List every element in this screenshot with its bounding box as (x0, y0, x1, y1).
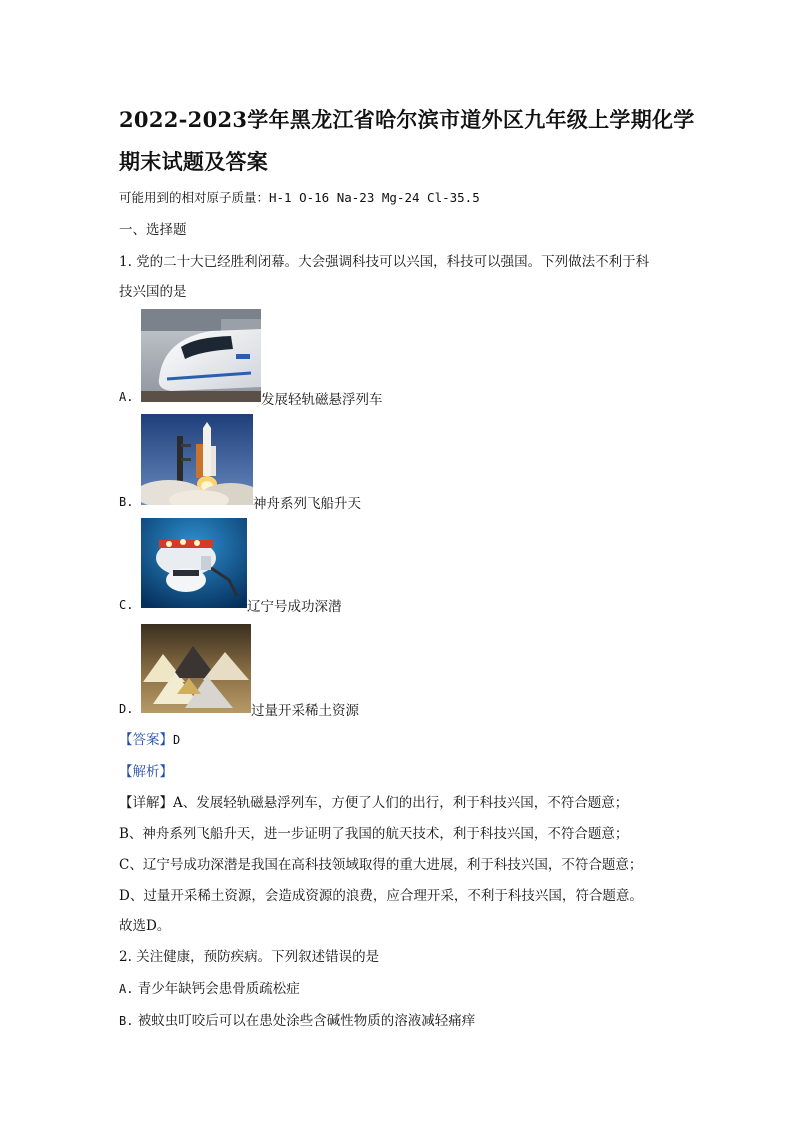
option-b-text: 神舟系列飞船升天 (253, 496, 361, 512)
option-a-letter: A. (119, 390, 134, 404)
analysis-tag: 【解析】 (119, 764, 173, 780)
detail-text-a: A、发展轻轨磁悬浮列车，方便了人们的出行，利于科技兴国，不符合题意； (173, 795, 629, 811)
detail-line-c: C、辽宁号成功深潜是我国在高科技领域取得的重大进展，利于科技兴国，不符合题意； (119, 857, 643, 873)
question-1-stem-line-2: 技兴国的是 (119, 284, 187, 300)
detail-line-a (119, 791, 628, 811)
question-2-option-a (119, 977, 300, 997)
option-c-text: 辽宁号成功深潜 (247, 599, 342, 615)
rocket-launch-photo (141, 414, 253, 505)
q2-option-b-letter: B. (119, 1014, 134, 1028)
answer-line (119, 728, 180, 748)
detail-tag: 【详解】 (119, 795, 173, 811)
option-b-letter: B. (119, 495, 134, 509)
detail-line-d: D、过量开采稀土资源，会造成资源的浪费，应合理开采，不利于科技兴国，符合题意。 (119, 888, 643, 904)
deep-sea-submersible-photo (141, 518, 247, 608)
document-title-line-2: 期末试题及答案 (119, 149, 269, 174)
question-1-stem-line-1: 1. 党的二十大已经胜利闭幕。大会强调科技可以兴国，科技可以强国。下列做法不利于科 (119, 254, 650, 270)
answer-value: D (173, 733, 181, 747)
conclusion-line: 故选D。 (119, 918, 171, 934)
option-d-letter: D. (119, 702, 134, 716)
answer-tag: 【答案】 (119, 732, 173, 748)
option-d-text: 过量开采稀土资源 (251, 703, 359, 719)
document-title-line-1: 2022-2023学年黑龙江省哈尔滨市道外区九年级上学期化学 (119, 107, 695, 132)
q2-option-a-text: 青少年缺钙会患骨质疏松症 (137, 981, 300, 997)
q2-option-a-letter: A. (119, 982, 134, 996)
section-heading: 一、选择题 (119, 222, 187, 238)
option-a-text: 发展轻轨磁悬浮列车 (261, 392, 383, 408)
high-speed-train-photo (141, 309, 261, 402)
question-2-stem: 2. 关注健康，预防疾病。下列叙述错误的是 (119, 949, 380, 965)
option-c-letter: C. (119, 598, 134, 612)
q2-option-b-text: 被蚊虫叮咬后可以在患处涂些含碱性物质的溶液减轻痛痒 (137, 1013, 476, 1029)
question-2-option-b (119, 1009, 475, 1029)
atomic-masses-note: 可能用到的相对原子质量：H-1 O-16 Na-23 Mg-24 Cl-35.5 (119, 190, 480, 205)
rare-earth-powder-photo (141, 624, 251, 713)
detail-line-b: B、神舟系列飞船升天，进一步证明了我国的航天技术，利于科技兴国，不符合题意； (119, 826, 629, 842)
